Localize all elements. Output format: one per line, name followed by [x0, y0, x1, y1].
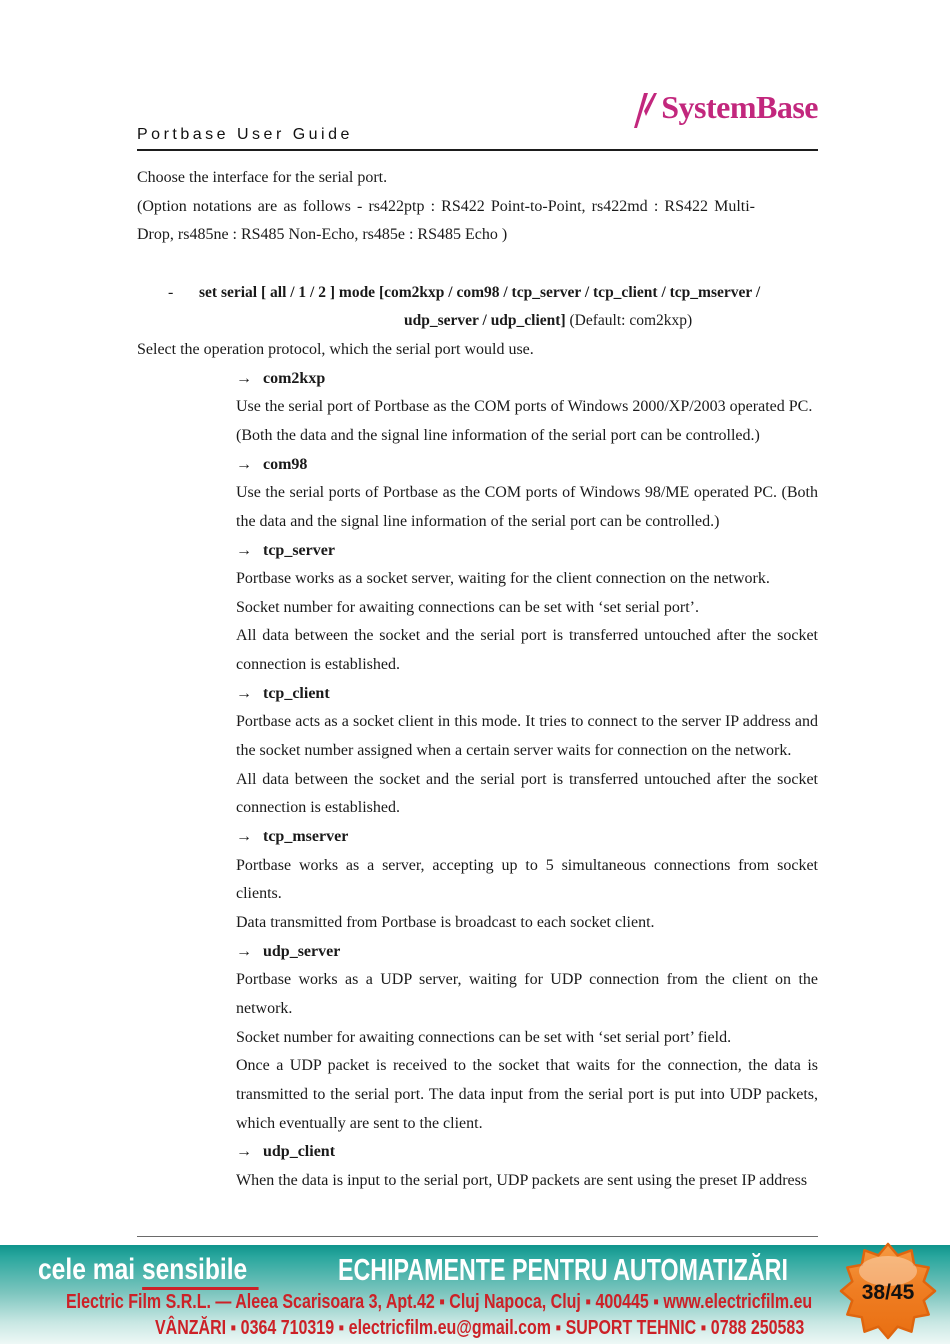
- command-bullet: -: [168, 283, 174, 301]
- footer-rule: [137, 1236, 818, 1237]
- option-name: udp_server: [263, 942, 341, 960]
- command-description: Select the operation protocol, which the serial port would use.: [137, 340, 534, 358]
- arrow-icon: →: [236, 455, 252, 473]
- command-syntax-line2: [404, 307, 818, 336]
- page-number: 38/45: [861, 1281, 915, 1304]
- arrow-icon: →: [236, 684, 252, 702]
- option-udp-client: [236, 1138, 818, 1195]
- command-default-note: (Default: com2kxp): [569, 312, 693, 330]
- option-paragraph: All data between the socket and the serial port is transferred untouched after the socket connection is established.: [236, 627, 818, 674]
- option-com98: [236, 451, 818, 537]
- option-tcp-client: [236, 680, 818, 823]
- banner-headline: ECHIPAMENTE PENTRU AUTOMATIZĂRI: [338, 1252, 788, 1287]
- option-udp-server: [236, 938, 818, 1139]
- option-name: tcp_server: [263, 541, 335, 559]
- option-paragraph: Socket number for awaiting connections can be set with ‘set serial port’.: [236, 598, 699, 616]
- option-paragraph: Portbase works as a socket server, waiting for the client connection on the network.: [236, 570, 770, 588]
- option-paragraph: All data between the socket and the serial port is transferred untouched after the socket connection is established.: [236, 770, 818, 817]
- arrow-icon: →: [236, 369, 252, 387]
- option-paragraph: Use the serial ports of Portbase as the COM ports of Windows 98/ME operated PC. (Both the data and the signal line information of the serial port can be controlled.): [236, 484, 818, 530]
- header-rule: [137, 149, 818, 151]
- option-name: com2kxp: [263, 369, 326, 387]
- slogan-plain: cele mai: [38, 1253, 136, 1286]
- banner-slogan-row: [38, 1253, 868, 1293]
- banner-address-line: Electric Film S.R.L. — Aleea Scarisoara 3, Apt.42 ▪ Cluj Napoca, Cluj ▪ 400445 ▪ www.electricfilm.eu: [66, 1291, 813, 1313]
- option-paragraph: Data transmitted from Portbase is broadcast to each socket client.: [236, 914, 655, 932]
- option-tcp-server: [236, 537, 818, 680]
- page-number-badge: [838, 1241, 938, 1341]
- option-paragraph: Portbase works as a server, accepting up to 5 simultaneous connections from socket clients.: [236, 856, 818, 903]
- logo-text: SystemBase: [661, 89, 818, 125]
- intro-note: (Option notations are as follows - rs422ptp : RS422 Point-to-Point, rs422md : RS422 Multi-Drop, rs485ne : RS485 Non-Echo, rs485e : RS485 Echo ): [137, 197, 755, 244]
- option-paragraph: Socket number for awaiting connections can be set with ‘set serial port’ field.: [236, 1028, 732, 1046]
- arrow-icon: →: [236, 942, 252, 960]
- command-block: [137, 279, 818, 365]
- document-body: [137, 164, 818, 1196]
- command-syntax-line2-bold: udp_server / udp_client]: [404, 312, 566, 330]
- arrow-icon: →: [236, 828, 252, 846]
- command-syntax-line1: set serial [ all / 1 / 2 ] mode [com2kxp / com98 / tcp_server / tcp_client / tcp_mserver /: [199, 283, 761, 301]
- systembase-logo: [633, 88, 818, 129]
- systembase-logo-icon: [633, 89, 659, 129]
- option-paragraph: Portbase acts as a socket client in this mode. It tries to connect to the server IP address and the socket number assigned when a certain server waits for connection on the network.: [236, 713, 818, 760]
- footer-banner: [0, 1245, 950, 1344]
- banner-contact-line: VÂNZĂRI ▪ 0364 710319 ▪ electricfilm.eu@gmail.com ▪ SUPORT TEHNIC ▪ 0788 250583: [155, 1317, 805, 1339]
- option-name: tcp_client: [263, 684, 330, 702]
- option-name: tcp_mserver: [263, 828, 349, 846]
- option-tcp-mserver: [236, 823, 818, 938]
- option-paragraph: Use the serial port of Portbase as the COM ports of Windows 2000/XP/2003 operated PC.: [236, 398, 813, 416]
- page-title: Portbase User Guide: [137, 126, 353, 143]
- option-com2kxp: [236, 365, 818, 451]
- option-name: udp_client: [263, 1143, 336, 1161]
- arrow-icon: →: [236, 1143, 252, 1161]
- arrow-icon: →: [236, 541, 252, 559]
- option-paragraph: (Both the data and the signal line information of the serial port can be controlled.): [236, 426, 760, 444]
- slogan-underlined: sensibile: [142, 1253, 259, 1290]
- banner-slogan: [38, 1253, 259, 1287]
- option-paragraph: Portbase works as a UDP server, waiting for UDP connection from the client on the network.: [236, 971, 818, 1018]
- option-name: com98: [263, 455, 308, 473]
- intro-line: Choose the interface for the serial port.: [137, 169, 388, 186]
- option-paragraph: Once a UDP packet is received to the socket that waits for the connection, the data is transmitted to the serial port. The data input from the serial port is put into UDP packets, which eventually are sent to the client.: [236, 1057, 818, 1132]
- option-paragraph: When the data is input to the serial port, UDP packets are sent using the preset IP address: [236, 1171, 808, 1189]
